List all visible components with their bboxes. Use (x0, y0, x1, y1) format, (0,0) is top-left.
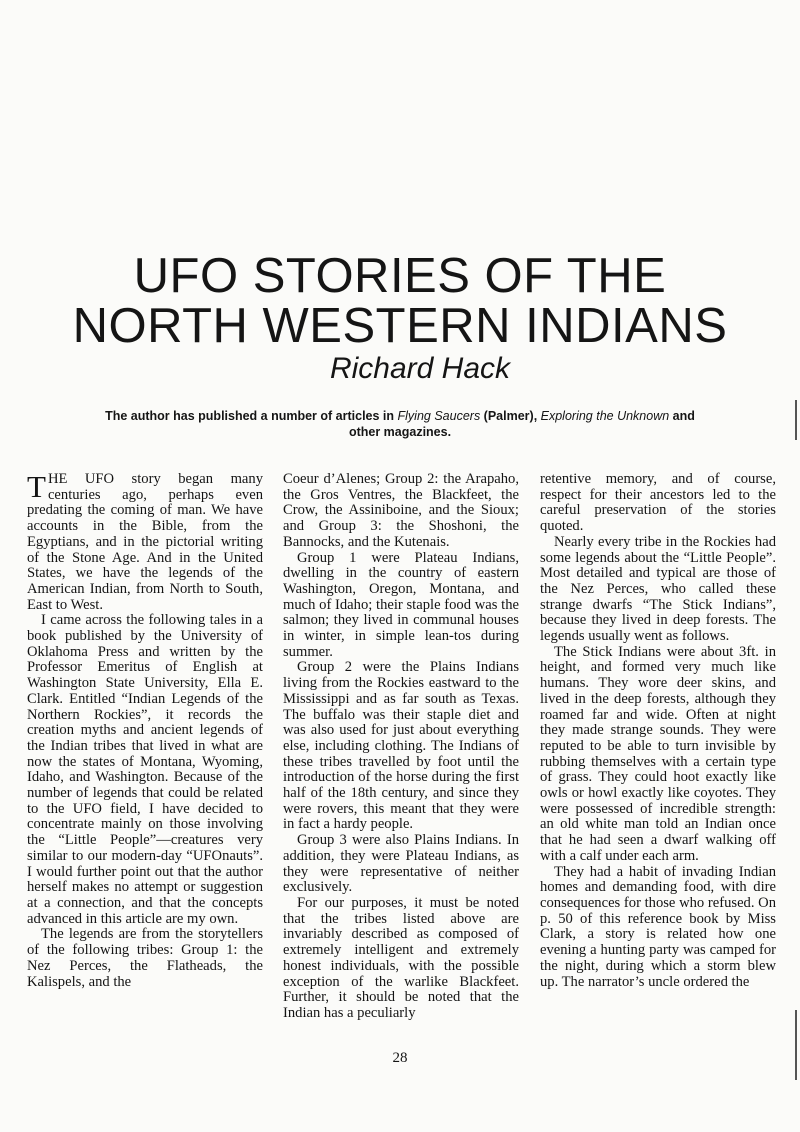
text-column-3 (540, 472, 776, 990)
author-byline: Richard Hack (329, 352, 511, 385)
magazine-title-2: Exploring the Unknown (540, 409, 670, 423)
author-intro (90, 408, 710, 440)
scan-edge-mark (795, 1010, 797, 1080)
paragraph (27, 469, 263, 613)
paragraph: Group 3 were also Plains Indians. In addition, they were Plateau Indians, as they were representative of neither exclusively. (283, 832, 519, 896)
intro-text-2: (Palmer), (480, 409, 541, 423)
paragraph: Group 2 were the Plains Indians living from the Rockies eastward to the Mississippi and as far south as Texas. The buffalo was their staple diet and was also used for just about everything else, including clothing. The Indians of these tribes travelled by foot until the introduction of the horse during the first half of the 18th century, and since they were rovers, this meant that they were in fact a hardy people. (283, 659, 519, 833)
article-title-line-2: NORTH WESTERN INDIANS (72, 299, 728, 353)
paragraph-text: HE UFO story began many centuries ago, perhaps even predating the coming of man. We have accounts in the Bible, from the Egyptians, and in the pictorial writing of the Stone Age. And in the United States, we have the legends of the American Indian, from North to South, East to West. (27, 471, 263, 613)
scan-edge-mark (795, 400, 797, 440)
magazine-title-1: Flying Saucers (397, 409, 481, 423)
drop-cap: T (27, 469, 46, 504)
intro-text-1: The author has published a number of articles in (105, 409, 398, 423)
text-column-1 (27, 469, 263, 990)
paragraph: retentive memory, and of course, respect for their ancestors led to the careful preservation of the stories quoted. (540, 471, 776, 535)
intro-text-3: and other magazines. (348, 409, 695, 439)
paragraph: For our purposes, it must be noted that the tribes listed above are invariably described as composed of extremely intelligent and extremely honest individuals, with the possible exception of the warlike Blackfeet. Further, it should be noted that the Indian has a peculiarly (283, 894, 519, 1021)
page-number: 28 (392, 1050, 408, 1066)
paragraph: They had a habit of invading Indian homes and demanding food, with dire consequences for those who refused. On p. 50 of this reference book by Miss Clark, a story is related how one evening a hunting party was camped for the night, during which a storm blew up. The narrator’s uncle ordered the (540, 863, 776, 990)
paragraph: The Stick Indians were about 3ft. in height, and formed very much like humans. They wore deer skins, and lived in the deep forests, although they roamed far and wide. Often at night they made strange sounds. They were reputed to be able to turn invisible by rubbing themselves with a certain type of grass. They could hoot exactly like owls or howl exactly like coyotes. They were possessed of incredible strength: an old white man told an Indian once that he had seen a dwarf walking off with a calf under each arm. (540, 643, 776, 864)
paragraph: Group 1 were Plateau Indians, dwelling in the country of eastern Washington, Oregon, Montana, and much of Idaho; their staple food was the salmon; they lived in communal houses in winter, in simple lean-tos during summer. (283, 549, 519, 660)
article-title-line-1: UFO STORIES OF THE (133, 249, 667, 303)
paragraph: Coeur d’Alenes; Group 2: the Arapaho, the Gros Ventres, the Blackfeet, the Crow, the Assiniboine, and the Sioux; and Group 3: the Shoshoni, the Bannocks, and the Kutenais. (283, 471, 519, 550)
paragraph: Nearly every tribe in the Rockies had some legends about the “Little People”. Most detailed and typical are those of the Nez Perces, who called these strange dwarfs “The Stick Indians”, because they lived in deep forests. The legends usually went as follows. (540, 533, 776, 645)
paragraph: I came across the following tales in a book published by the University of Oklahoma Press and written by the Professor Emeritus of English at Washington State University, Ella E. Clark. Entitled “Indian Legends of the Northern Rockies”, it records the creation myths and ancient legends of the Indian tribes that lived in what are now the states of Montana, Wyoming, Idaho, and Washington. Because of the number of legends that could be related to the UFO field, I have decided to concentrate mainly on those involving the “Little People”—creatures very similar to our modern-day “UFOnauts”. I would further point out that the author herself makes no attempt or suggestion at a connection, and that the concepts advanced in this article are my own. (27, 612, 263, 927)
paragraph: The legends are from the storytellers of the following tribes: Group 1: the Nez Perces, the Flatheads, the Kalispels, and the (27, 926, 263, 990)
text-column-2 (283, 472, 519, 1022)
